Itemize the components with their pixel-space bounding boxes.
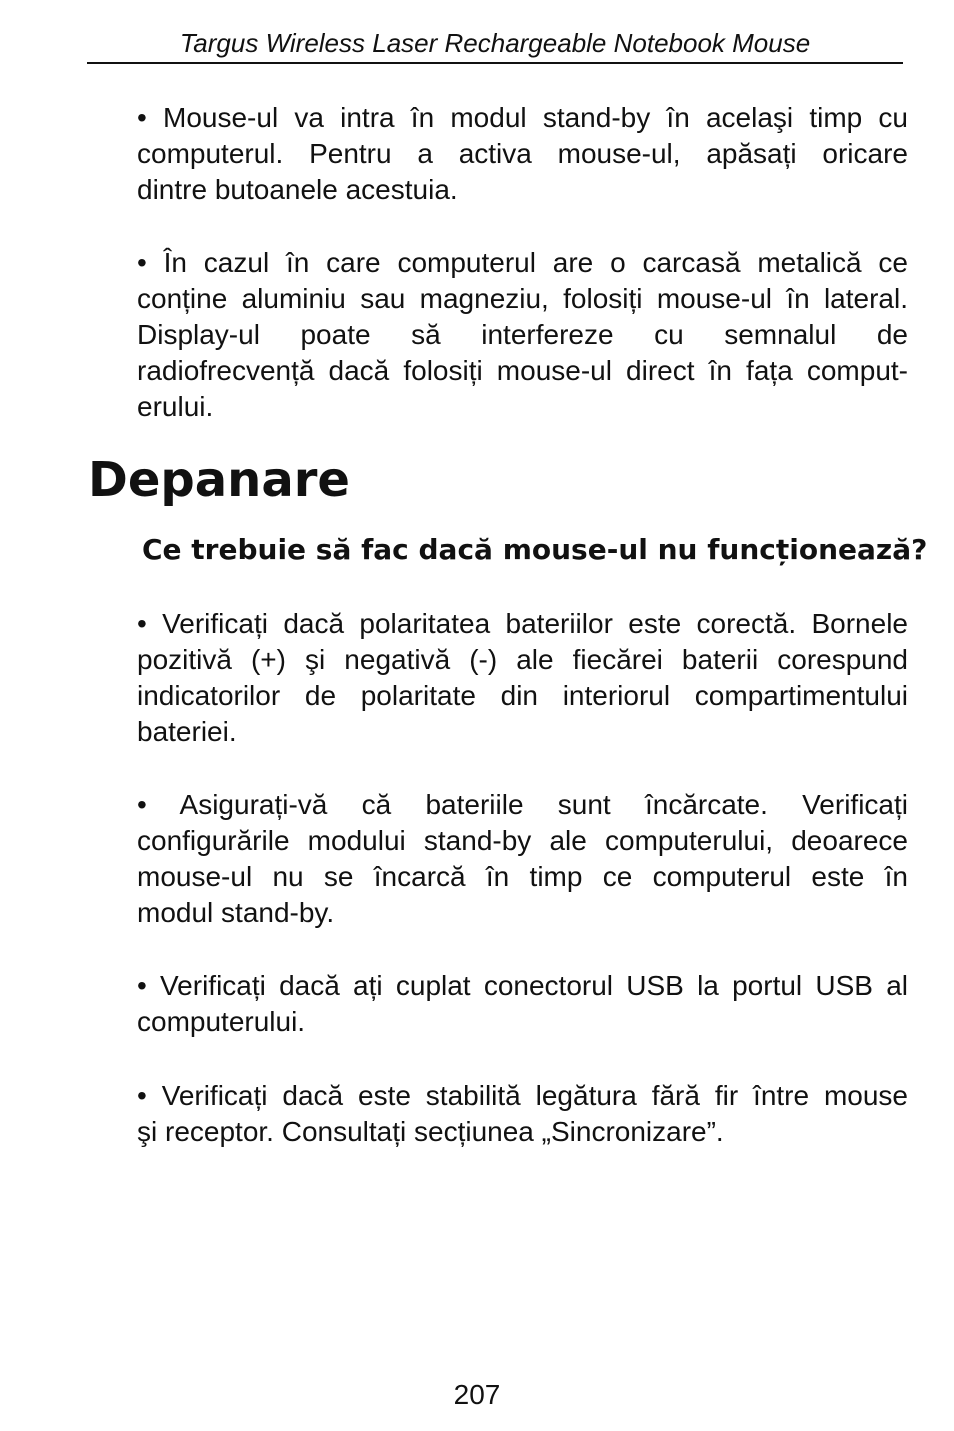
text-line: indicatorilor de polaritate din interiorul compartimentului — [137, 680, 908, 711]
text-line: configurările modului stand-by ale computerului, deoarece — [137, 825, 908, 856]
header-divider — [87, 62, 903, 64]
troubleshooting-question: Ce trebuie să fac dacă mouse-ul nu funcționează? — [142, 533, 928, 566]
text-line: computerului. — [137, 1006, 306, 1037]
bullet-paragraph-charged — [137, 787, 908, 931]
text-line: erului. — [137, 391, 214, 422]
text-line: pozitivă (+) şi negativă (-) ale fiecărei baterii corespund — [137, 644, 908, 675]
text-line: bateriei. — [137, 716, 237, 747]
bullet-paragraph-usb — [137, 968, 908, 1040]
section-heading: Depanare — [88, 452, 350, 508]
bullet-paragraph-metal-case — [137, 245, 908, 425]
text-line: modul stand-by. — [137, 897, 335, 928]
text-line: • Verificați dacă este stabilită legătura fără fir între mouse — [137, 1080, 908, 1111]
text-line: • În cazul în care computerul are o carcasă metalică ce — [137, 247, 908, 278]
bullet-paragraph-wireless-link — [137, 1078, 908, 1150]
running-header: Targus Wireless Laser Rechargeable Notebook Mouse — [179, 28, 811, 58]
text-line: • Verificați dacă ați cuplat conectorul USB la portul USB al — [137, 970, 908, 1001]
bullet-paragraph-standby — [137, 100, 908, 208]
page-number: 207 — [453, 1379, 501, 1410]
text-line: şi receptor. Consultați secțiunea „Sincronizare”. — [137, 1116, 724, 1147]
bullet-paragraph-polarity — [137, 606, 908, 750]
text-line: dintre butoanele acestuia. — [137, 174, 458, 205]
text-line: • Mouse-ul va intra în modul stand-by în acelaşi timp cu — [137, 102, 908, 133]
text-line: computerul. Pentru a activa mouse-ul, apăsați oricare — [137, 138, 908, 169]
text-line: conține aluminiu sau magneziu, folosiți mouse-ul în lateral. — [137, 283, 908, 314]
text-line: radiofrecvență dacă folosiți mouse-ul direct în fața comput- — [137, 355, 908, 386]
text-line: • Asigurați-vă că bateriile sunt încărcate. Verificați — [137, 789, 908, 820]
text-line: • Verificați dacă polaritatea bateriilor este corectă. Bornele — [137, 608, 908, 639]
text-line: mouse-ul nu se încarcă în timp ce computerul este în — [137, 861, 908, 892]
text-line: Display-ul poate să interfereze cu semnalul de — [137, 319, 908, 350]
